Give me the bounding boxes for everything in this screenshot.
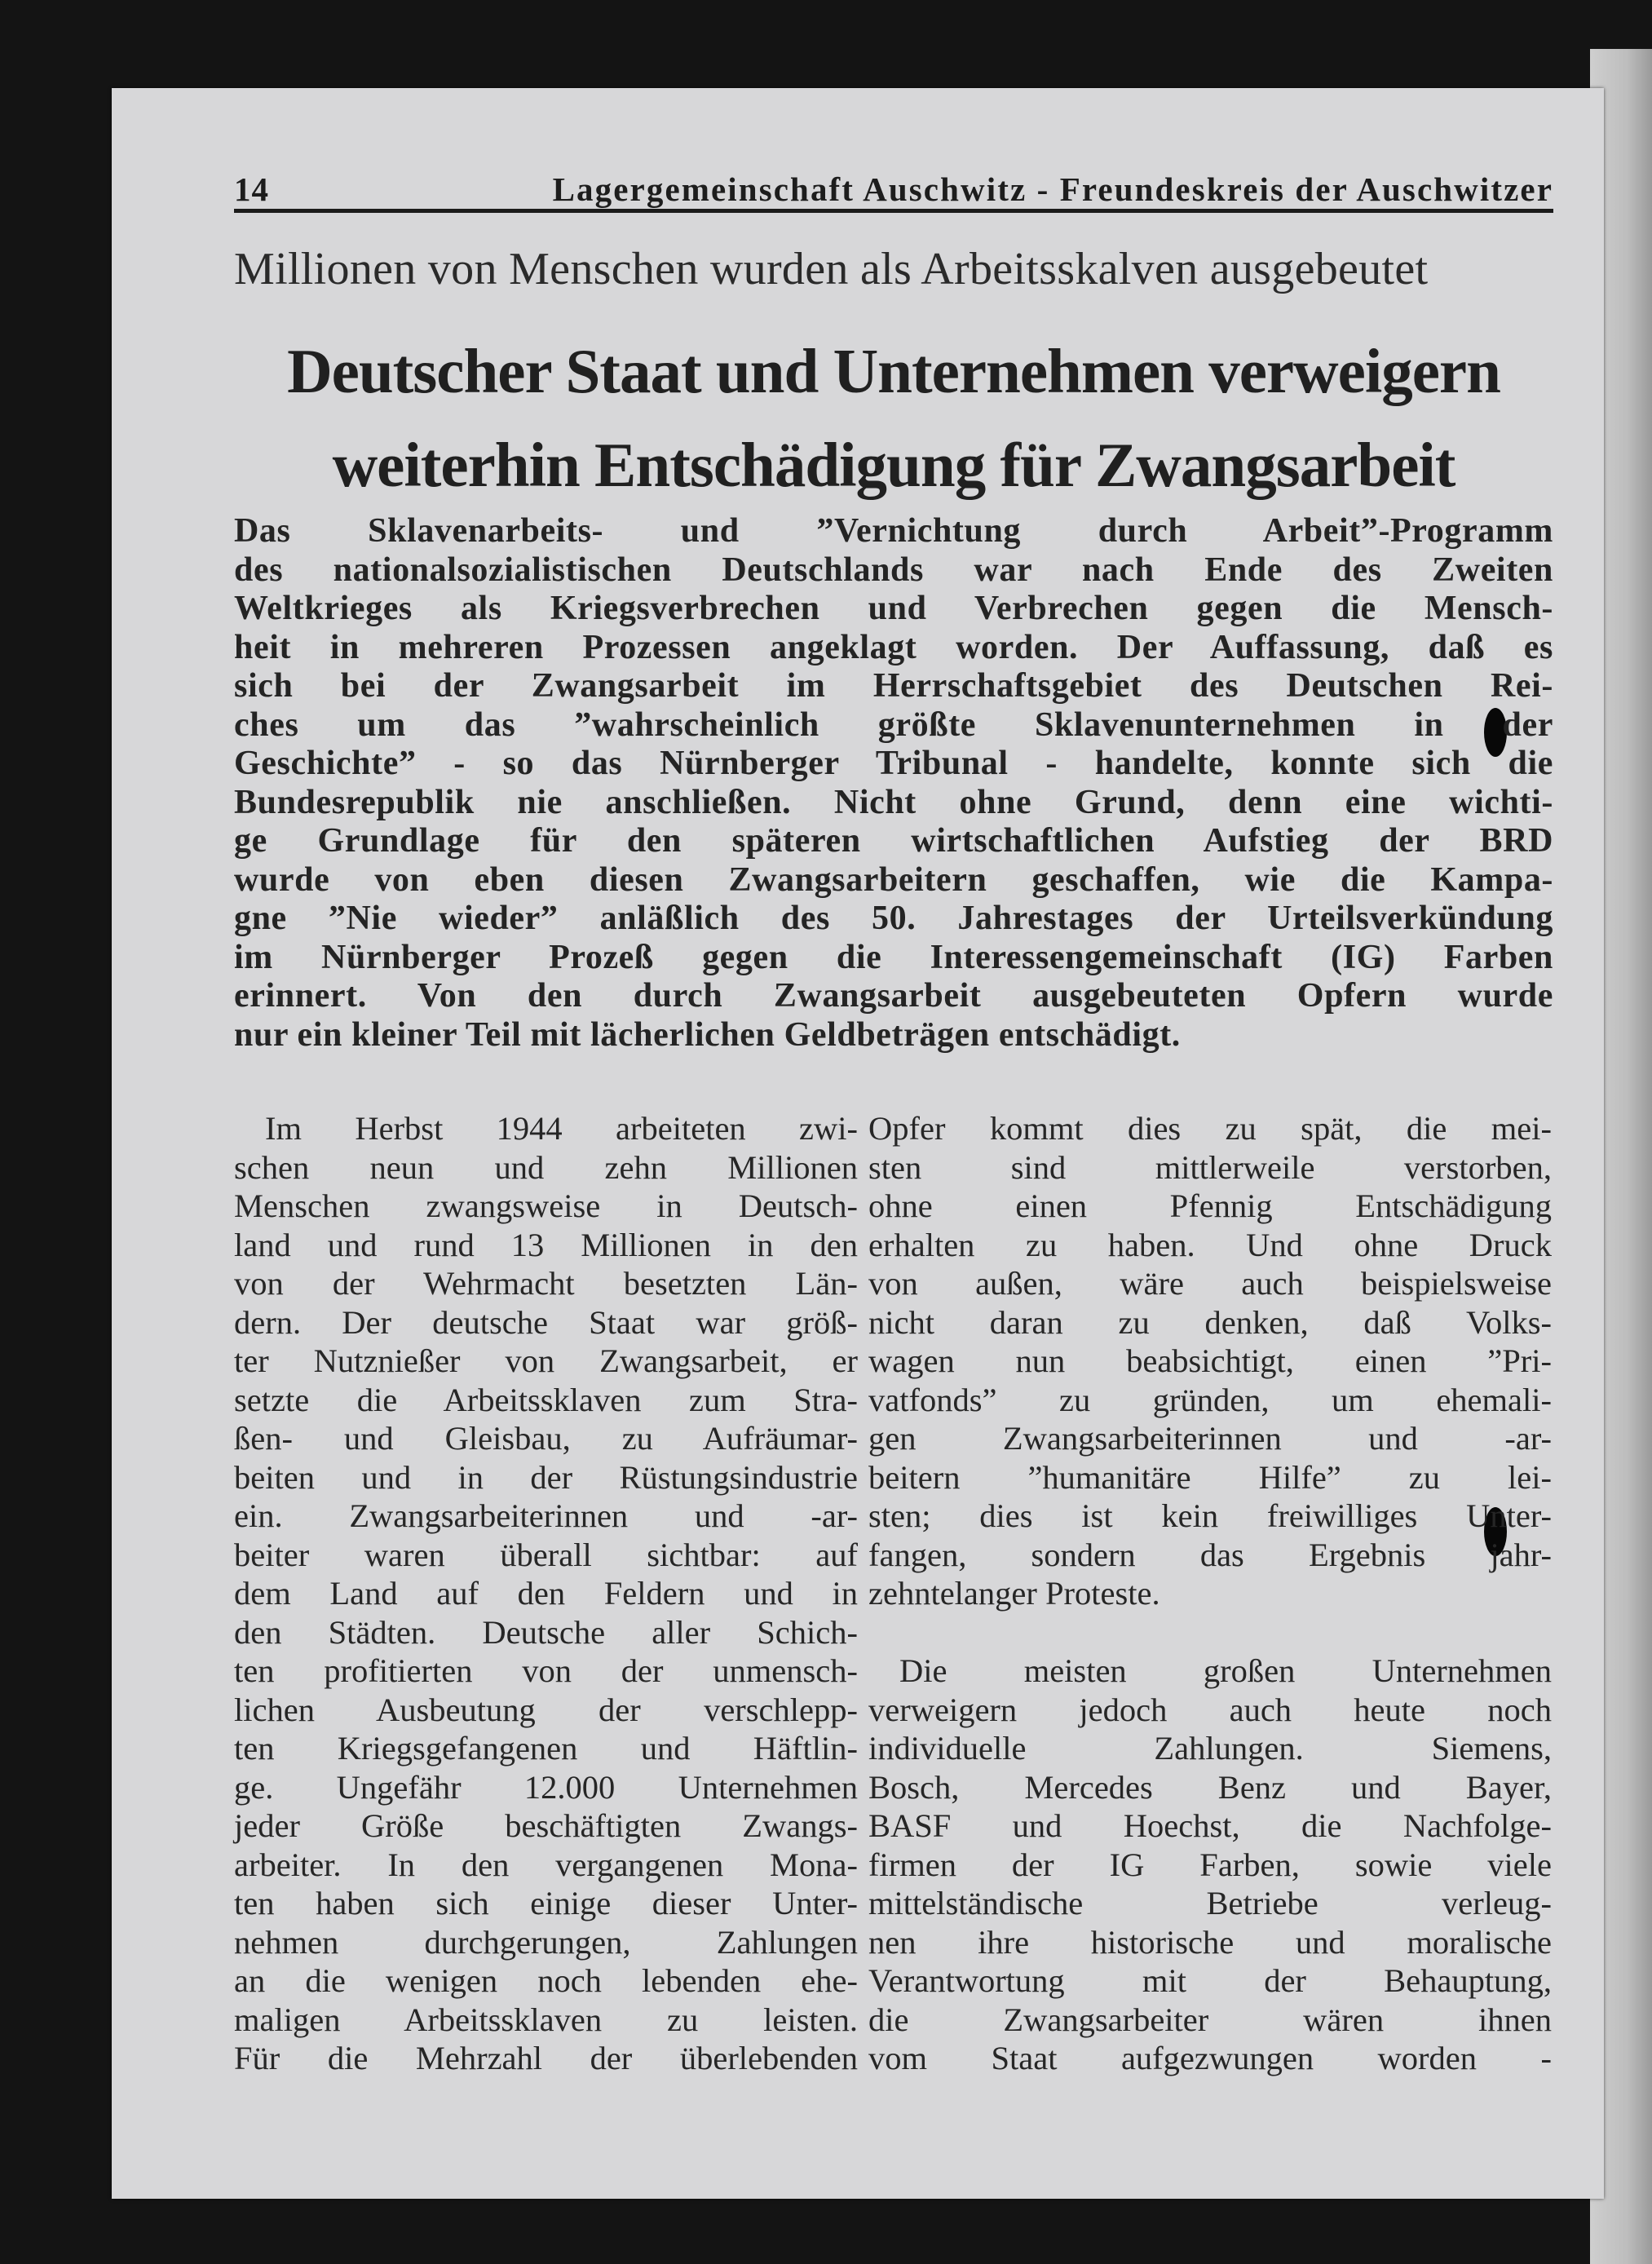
text-line: mittelständische Betriebe verleug- [868, 1885, 1552, 1921]
running-title: Lagergemeinschaft Auschwitz - Freundeskreis der Auschwitzer [552, 170, 1553, 208]
paragraph [868, 1652, 1552, 2078]
text-line: Bosch, Mercedes Benz und Bayer, [868, 1768, 1552, 1806]
text-line: individuelle Zahlungen. Siemens, [868, 1730, 1552, 1767]
text-line: von außen, wäre auch beispielsweise [868, 1265, 1552, 1302]
text-line: schen neun und zehn Millionen [234, 1148, 858, 1186]
text-line: die Zwangsarbeiter wären ihnen [868, 2001, 1552, 2038]
text-line: wurde von eben diesen Zwangsarbeitern geschaffen, wie die Kampa- [234, 860, 1553, 899]
text-line: beiter waren überall sichtbar: auf [234, 1536, 858, 1573]
text-line: ßen- und Gleisbau, zu Aufräumar- [234, 1420, 858, 1457]
text-line: Menschen zwangsweise in Deutsch- [234, 1187, 858, 1224]
text-line: dern. Der deutsche Staat war größ- [234, 1303, 858, 1341]
text-line: fangen, sondern das Ergebnis jahr- [868, 1536, 1552, 1573]
text-line: Die meisten großen Unternehmen [899, 1652, 1552, 1689]
text-line: Verantwortung mit der Behauptung, [868, 1962, 1552, 1999]
text-line: ches um das ”wahrscheinlich größte Sklavenunternehmen in der [234, 705, 1553, 744]
text-line: dem Land auf den Feldern und in [234, 1575, 858, 1612]
text-line: an die wenigen noch lebenden ehe- [234, 1962, 858, 1999]
page-number: 14 [234, 170, 269, 208]
text-line: verweigern jedoch auch heute noch [868, 1691, 1552, 1728]
text-line: nur ein kleiner Teil mit lächerlichen Geldbeträgen entschädigt. [234, 1015, 1181, 1054]
article-column-right [868, 1109, 1552, 2078]
text-line: vatfonds” zu gründen, um ehemali- [868, 1381, 1552, 1418]
text-line: jeder Größe beschäftigten Zwangs- [234, 1807, 858, 1844]
magazine-page [112, 88, 1604, 2199]
text-line: beiten und in der Rüstungsindustrie [234, 1458, 858, 1496]
text-line: lichen Ausbeutung der verschlepp- [234, 1691, 858, 1728]
article-kicker: Millionen von Menschen wurden als Arbeitsskalven ausgebeutet [234, 244, 1429, 294]
page-header [234, 160, 1553, 213]
text-line: sten; dies ist kein freiwilliges Unter- [868, 1497, 1552, 1534]
text-line: ge. Ungefähr 12.000 Unternehmen [234, 1768, 858, 1806]
text-line: Opfer kommt dies zu spät, die mei- [868, 1110, 1552, 1147]
text-line: Für die Mehrzahl der überlebenden [234, 2040, 858, 2076]
text-line: vom Staat aufgezwungen worden - [868, 2040, 1552, 2076]
text-line: setzte die Arbeitssklaven zum Stra- [234, 1381, 858, 1418]
text-line: ge Grundlage für den späteren wirtschaftlichen Aufstieg der BRD [234, 822, 1553, 860]
article-lead [234, 512, 1553, 1055]
text-line: land und rund 13 Millionen in den [234, 1226, 858, 1263]
text-line: ein. Zwangsarbeiterinnen und -ar- [234, 1497, 858, 1534]
text-line: des nationalsozialistischen Deutschlands war nach Ende des Zweiten [234, 551, 1553, 589]
text-line: arbeiter. In den vergangenen Mona- [234, 1846, 858, 1883]
text-line: Weltkrieges als Kriegsverbrechen und Verbrechen gegen die Mensch- [234, 590, 1553, 627]
text-line: ten haben sich einige dieser Unter- [234, 1885, 858, 1921]
text-line: im Nürnberger Prozeß gegen die Interessengemeinschaft (IG) Farben [234, 938, 1553, 976]
text-line: Geschichte” - so das Nürnberger Tribunal - handelte, konnte sich die [234, 745, 1553, 782]
headline-line: Deutscher Staat und Unternehmen verweigern [287, 336, 1500, 406]
text-line: erinnert. Von den durch Zwangsarbeit ausgebeuteten Opfern wurde [234, 977, 1553, 1015]
text-line: firmen der IG Farben, sowie viele [868, 1846, 1552, 1883]
text-line: erhalten zu haben. Und ohne Druck [868, 1226, 1552, 1263]
text-line: nicht daran zu denken, daß Volks- [868, 1303, 1552, 1341]
text-line: sich bei der Zwangsarbeit im Herrschaftsgebiet des Deutschen Rei- [234, 667, 1553, 705]
text-line: Bundesrepublik nie anschließen. Nicht ohne Grund, denn eine wichti- [234, 783, 1553, 821]
text-line: ter Nutznießer von Zwangsarbeit, er [234, 1342, 858, 1379]
text-line: maligen Arbeitssklaven zu leisten. [234, 2001, 858, 2038]
text-line: zehntelanger Proteste. [868, 1575, 1160, 1612]
text-line: Das Sklavenarbeits- und ”Vernichtung durch Arbeit”-Programm [234, 512, 1553, 550]
article-column-left [234, 1109, 858, 2078]
text-line: sten sind mittlerweile verstorben, [868, 1148, 1552, 1186]
text-line: ten Kriegsgefangenen und Häftlin- [234, 1730, 858, 1767]
text-line: gen Zwangsarbeiterinnen und -ar- [868, 1420, 1552, 1457]
text-line: beitern ”humanitäre Hilfe” zu lei- [868, 1458, 1552, 1496]
text-line: wagen nun beabsichtigt, einen ”Pri- [868, 1342, 1552, 1379]
text-line: BASF und Hoechst, die Nachfolge- [868, 1807, 1552, 1844]
text-line: Im Herbst 1944 arbeiteten zwi- [265, 1110, 858, 1147]
text-line: gne ”Nie wieder” anläßlich des 50. Jahrestages der Urteilsverkündung [234, 900, 1553, 937]
text-line: heit in mehreren Prozessen angeklagt worden. Der Auffassung, daß es [234, 628, 1553, 666]
text-line: den Städten. Deutsche aller Schich- [234, 1613, 858, 1651]
text-line: nen ihre historische und moralische [868, 1923, 1552, 1961]
text-line: nehmen durchgerungen, Zahlungen [234, 1923, 858, 1961]
text-line: ten profitierten von der unmensch- [234, 1652, 858, 1689]
article-headline [234, 325, 1553, 512]
text-line: von der Wehrmacht besetzten Län- [234, 1265, 858, 1302]
headline-line: weiterhin Entschädigung für Zwangsarbeit [332, 430, 1455, 500]
paragraph [868, 1109, 1552, 1613]
text-line: ohne einen Pfennig Entschädigung [868, 1187, 1552, 1224]
